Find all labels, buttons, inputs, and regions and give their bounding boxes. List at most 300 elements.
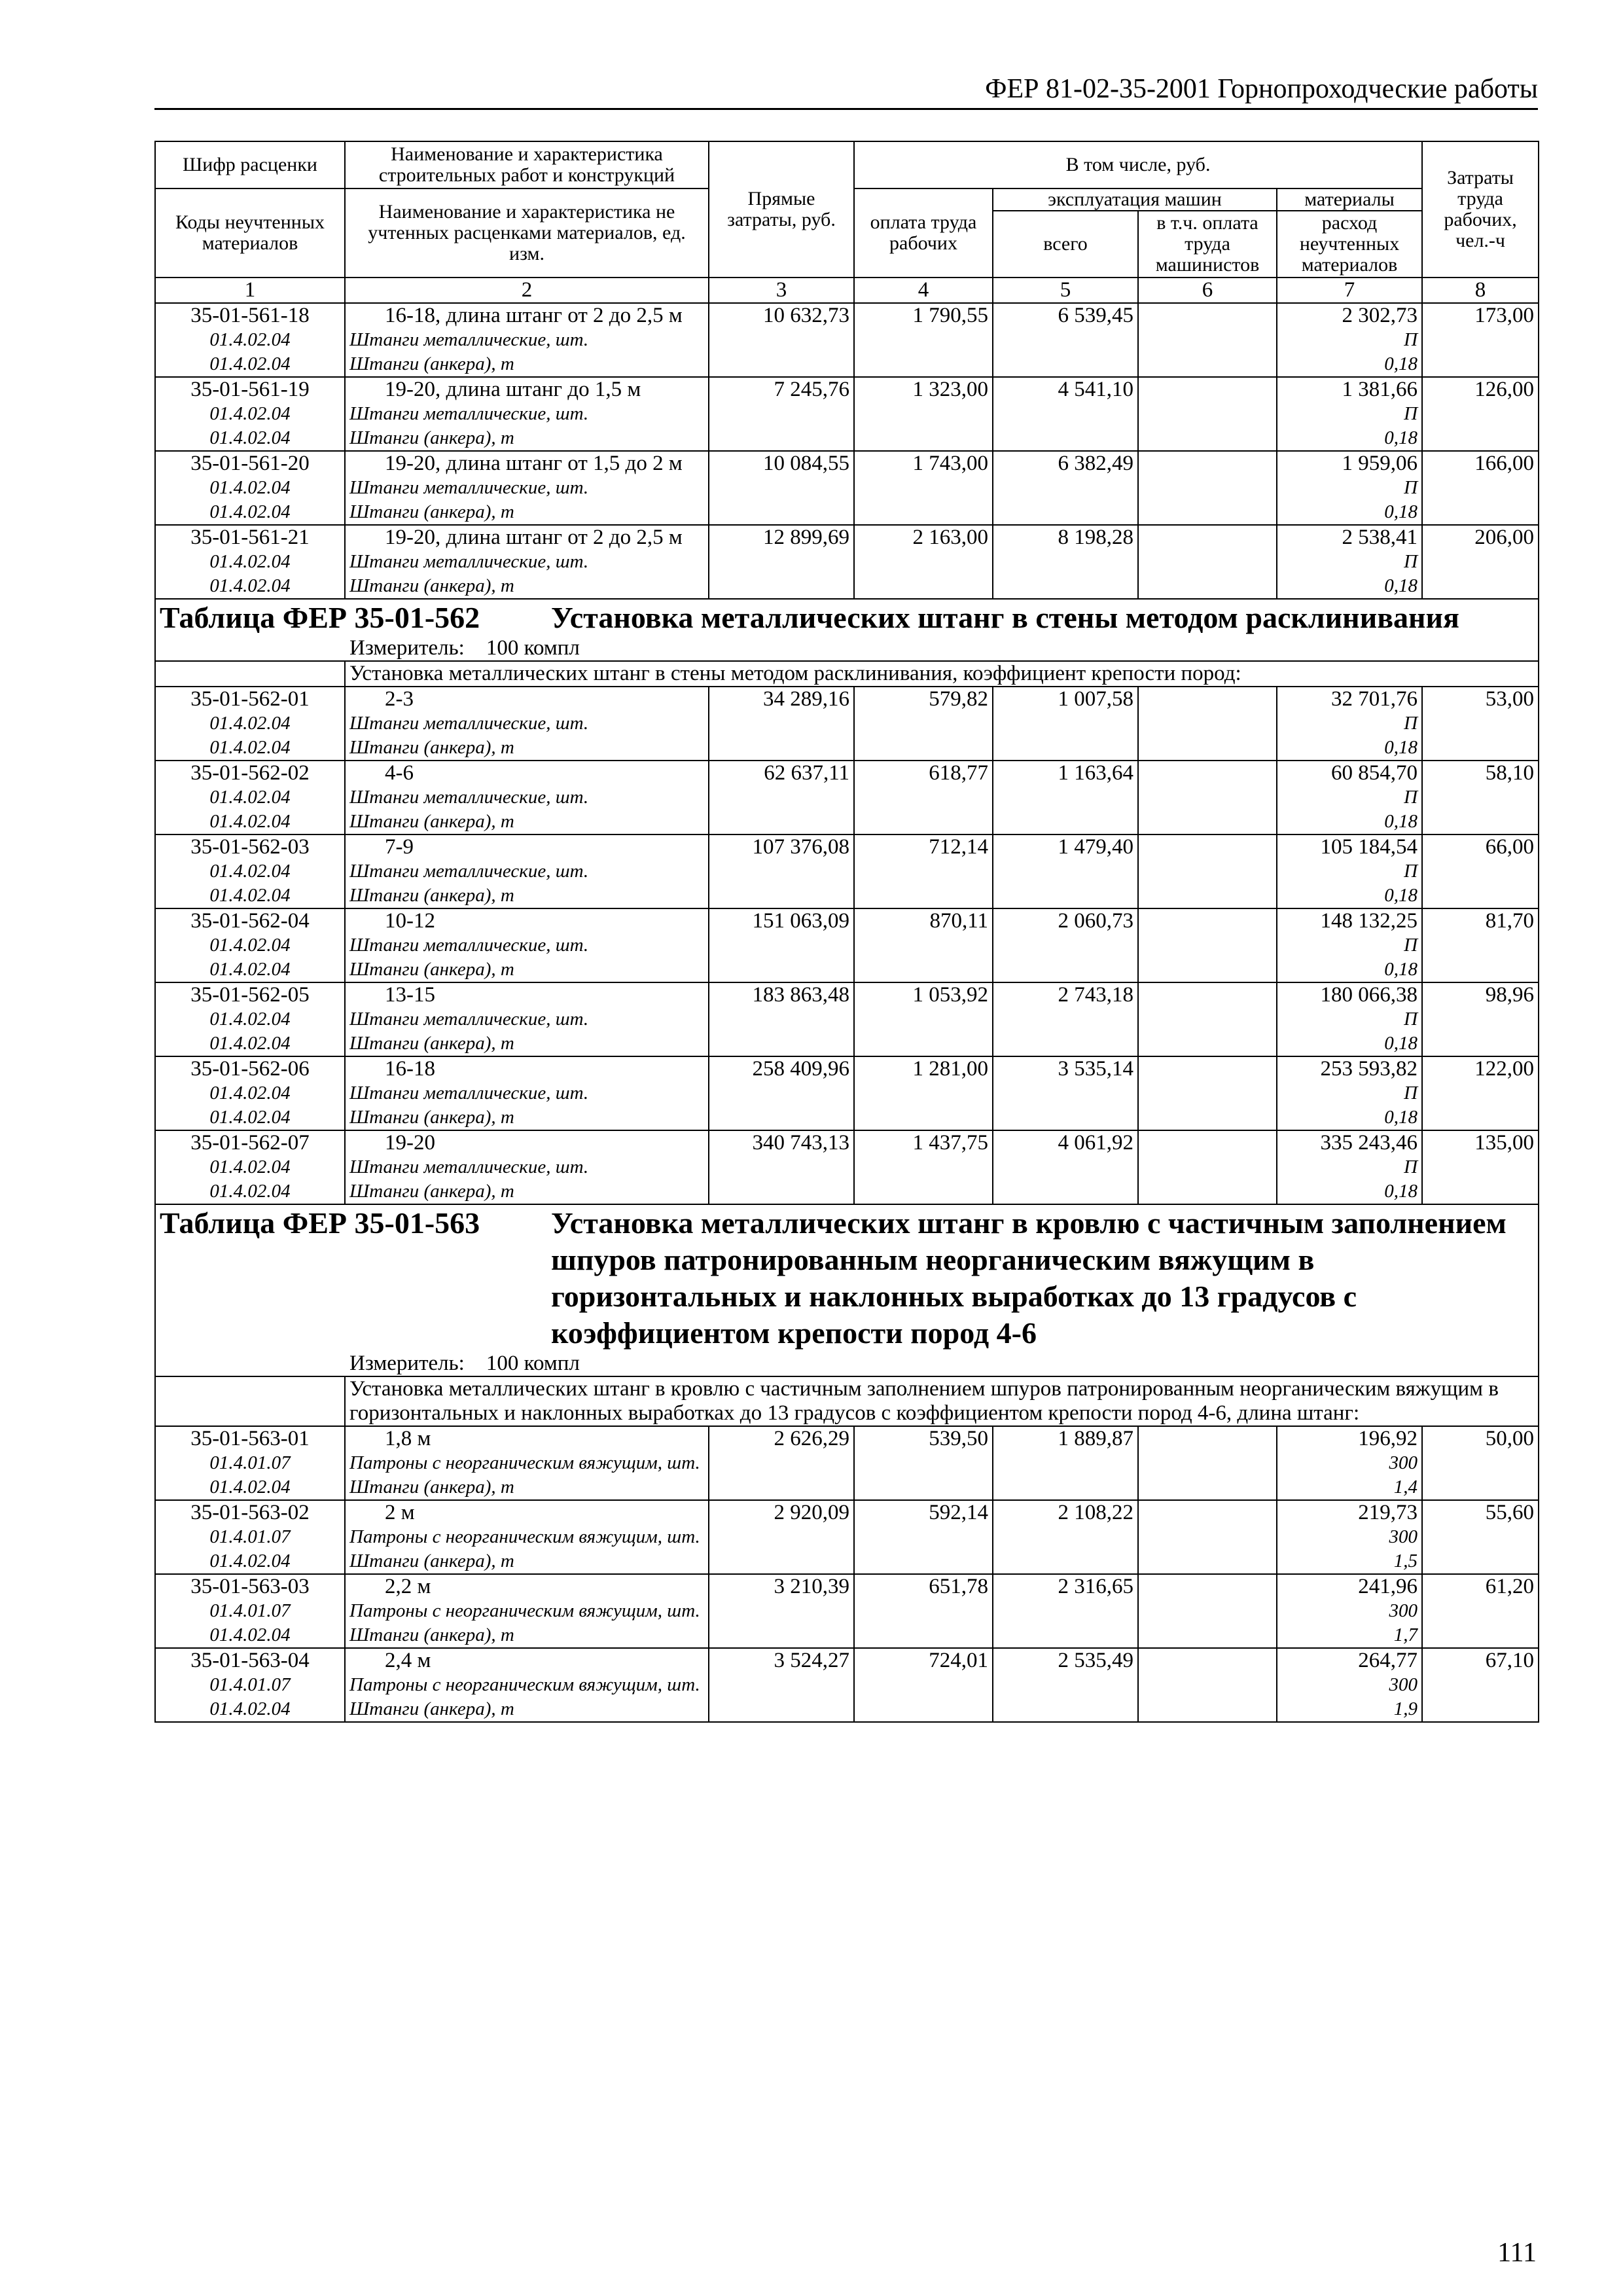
incl-header: В том числе, руб. — [854, 141, 1422, 188]
material-name: Штанги металлические, шт. — [345, 1155, 709, 1179]
material-row — [155, 1451, 1539, 1475]
empty-cell — [993, 736, 1138, 761]
empty-cell — [1138, 500, 1277, 525]
empty-cell — [1138, 958, 1277, 982]
material-qty: 300 — [1277, 1525, 1422, 1549]
empty-cell — [1422, 328, 1539, 352]
material-cost: 148 132,25 — [1277, 908, 1422, 933]
empty-cell — [993, 1155, 1138, 1179]
material-qty: 0,18 — [1277, 958, 1422, 982]
machine-cost: 2 108,22 — [993, 1500, 1138, 1525]
rate-name: 4-6 — [345, 761, 709, 785]
empty-cell — [993, 1179, 1138, 1204]
material-row — [155, 1105, 1539, 1130]
empty-cell — [854, 352, 993, 377]
material-name: Штанги (анкера), т — [345, 810, 709, 834]
machinist-cost — [1138, 834, 1277, 859]
material-code: 01.4.02.04 — [155, 500, 345, 525]
material-code: 01.4.02.04 — [155, 550, 345, 574]
empty-cell — [709, 933, 854, 958]
empty-cell — [993, 574, 1138, 599]
material-name: Патроны с неорганическим вяжущим, шт. — [345, 1599, 709, 1623]
empty-cell — [854, 550, 993, 574]
empty-cell — [993, 711, 1138, 736]
material-cost: 180 066,38 — [1277, 982, 1422, 1007]
rate-row — [155, 1426, 1539, 1451]
col-num: 5 — [993, 278, 1138, 303]
labor-cost: 724,01 — [854, 1648, 993, 1673]
material-code: 01.4.02.04 — [155, 736, 345, 761]
rate-row — [155, 525, 1539, 550]
empty-cell — [1138, 1179, 1277, 1204]
material-qty: 300 — [1277, 1599, 1422, 1623]
empty-cell — [709, 1105, 854, 1130]
material-qty: 300 — [1277, 1451, 1422, 1475]
empty-cell — [1422, 1549, 1539, 1574]
machinist-cost — [1138, 1056, 1277, 1081]
material-code: 01.4.02.04 — [155, 711, 345, 736]
table-title — [155, 1204, 1539, 1376]
empty-cell — [854, 711, 993, 736]
empty-cell — [1422, 736, 1539, 761]
empty-cell — [709, 1031, 854, 1056]
material-qty: П — [1277, 1081, 1422, 1105]
machinist-cost — [1138, 1426, 1277, 1451]
empty-cell — [709, 476, 854, 500]
labor-hours: 50,00 — [1422, 1426, 1539, 1451]
material-code: 01.4.02.04 — [155, 1155, 345, 1179]
col-num: 8 — [1422, 278, 1539, 303]
material-cost: 219,73 — [1277, 1500, 1422, 1525]
material-row — [155, 500, 1539, 525]
material-code: 01.4.01.07 — [155, 1525, 345, 1549]
machine-cost: 6 382,49 — [993, 451, 1138, 476]
empty-cell — [993, 810, 1138, 834]
machinist-cost — [1138, 982, 1277, 1007]
rate-row — [155, 451, 1539, 476]
material-cost: 1 381,66 — [1277, 377, 1422, 402]
material-row — [155, 402, 1539, 426]
material-row — [155, 958, 1539, 982]
material-name: Штанги (анкера), т — [345, 1475, 709, 1500]
empty-cell — [854, 736, 993, 761]
direct-cost: 62 637,11 — [709, 761, 854, 785]
material-code: 01.4.02.04 — [155, 1007, 345, 1031]
rate-code: 35-01-561-20 — [155, 451, 345, 476]
col-num: 4 — [854, 278, 993, 303]
material-row — [155, 426, 1539, 451]
col-num: 3 — [709, 278, 854, 303]
material-name: Штанги (анкера), т — [345, 1105, 709, 1130]
empty-cell — [993, 1623, 1138, 1648]
empty-cell — [1138, 426, 1277, 451]
empty-cell — [709, 1599, 854, 1623]
labor-cost: 1 437,75 — [854, 1130, 993, 1155]
empty-cell — [709, 736, 854, 761]
rate-row — [155, 834, 1539, 859]
material-row — [155, 736, 1539, 761]
empty-cell — [709, 352, 854, 377]
material-code: 01.4.02.04 — [155, 884, 345, 908]
header-rule — [154, 108, 1538, 110]
empty-cell — [854, 1451, 993, 1475]
material-qty: 0,18 — [1277, 1105, 1422, 1130]
labor-hours: 67,10 — [1422, 1648, 1539, 1673]
labor-hours: 135,00 — [1422, 1130, 1539, 1155]
empty-cell — [1422, 426, 1539, 451]
empty-cell — [709, 1673, 854, 1697]
empty-cell — [993, 1525, 1138, 1549]
measure-line — [160, 636, 1534, 660]
rate-name: 10-12 — [345, 908, 709, 933]
material-code: 01.4.02.04 — [155, 1475, 345, 1500]
material-row — [155, 1599, 1539, 1623]
material-name: Штанги металлические, шт. — [345, 859, 709, 884]
material-code: 01.4.02.04 — [155, 426, 345, 451]
material-code: 01.4.02.04 — [155, 933, 345, 958]
empty-cell — [1422, 1623, 1539, 1648]
material-code: 01.4.02.04 — [155, 1549, 345, 1574]
empty-cell — [854, 402, 993, 426]
material-name: Штанги (анкера), т — [345, 1697, 709, 1722]
empty-cell — [993, 1475, 1138, 1500]
column-numbers-row — [155, 278, 1539, 303]
measure-value: 100 компл — [486, 636, 580, 660]
col1-bottom-header: Коды неучтенных материалов — [155, 188, 345, 278]
labor-hours: 122,00 — [1422, 1056, 1539, 1081]
empty-cell — [1138, 933, 1277, 958]
rate-name: 19-20, длина штанг от 1,5 до 2 м — [345, 451, 709, 476]
material-row — [155, 1549, 1539, 1574]
col8-header: Затраты труда рабочих, чел.-ч — [1422, 141, 1539, 278]
empty-cell — [1138, 1673, 1277, 1697]
measure-label: Измеритель: — [349, 636, 465, 660]
empty-cell — [993, 1031, 1138, 1056]
material-row — [155, 328, 1539, 352]
labor-hours: 66,00 — [1422, 834, 1539, 859]
empty-cell — [1138, 550, 1277, 574]
machinist-cost — [1138, 908, 1277, 933]
empty-cell — [854, 1525, 993, 1549]
material-row — [155, 1007, 1539, 1031]
empty-cell — [854, 1697, 993, 1722]
material-code: 01.4.02.04 — [155, 476, 345, 500]
material-cost: 2 302,73 — [1277, 303, 1422, 328]
rate-code: 35-01-562-04 — [155, 908, 345, 933]
material-code: 01.4.01.07 — [155, 1673, 345, 1697]
material-code: 01.4.02.04 — [155, 859, 345, 884]
machine-cost: 1 163,64 — [993, 761, 1138, 785]
material-row — [155, 1081, 1539, 1105]
rate-row — [155, 1574, 1539, 1599]
labor-cost: 1 790,55 — [854, 303, 993, 328]
empty-cell — [709, 958, 854, 982]
empty-cell — [1422, 1451, 1539, 1475]
direct-cost: 107 376,08 — [709, 834, 854, 859]
material-qty: П — [1277, 785, 1422, 810]
empty-cell — [854, 1155, 993, 1179]
labor-cost: 579,82 — [854, 687, 993, 711]
direct-cost: 3 210,39 — [709, 1574, 854, 1599]
rate-row — [155, 1648, 1539, 1673]
table-heading: Установка металлических штанг в стены методом расклинивания — [551, 601, 1459, 634]
empty-cell — [854, 1081, 993, 1105]
empty-cell — [1138, 736, 1277, 761]
empty-cell — [854, 884, 993, 908]
material-code: 01.4.02.04 — [155, 810, 345, 834]
empty-cell — [1422, 550, 1539, 574]
machine-cost: 4 061,92 — [993, 1130, 1138, 1155]
machine-cost: 2 060,73 — [993, 908, 1138, 933]
direct-cost: 151 063,09 — [709, 908, 854, 933]
empty-cell — [1422, 1475, 1539, 1500]
table-number: Таблица ФЕР 35-01-563 — [160, 1206, 480, 1240]
direct-cost: 10 084,55 — [709, 451, 854, 476]
rate-row — [155, 1500, 1539, 1525]
machine-cost: 2 316,65 — [993, 1574, 1138, 1599]
rate-row — [155, 761, 1539, 785]
empty-cell — [1138, 884, 1277, 908]
empty-cell — [993, 1599, 1138, 1623]
rate-name: 19-20, длина штанг до 1,5 м — [345, 377, 709, 402]
measure-value: 100 компл — [486, 1352, 580, 1375]
machinist-cost — [1138, 303, 1277, 328]
machine-cost: 1 007,58 — [993, 687, 1138, 711]
empty-cell — [993, 933, 1138, 958]
empty-cell — [709, 711, 854, 736]
empty-cell — [993, 1549, 1138, 1574]
material-qty: П — [1277, 1007, 1422, 1031]
empty-cell — [854, 476, 993, 500]
material-cost: 60 854,70 — [1277, 761, 1422, 785]
rate-row — [155, 1056, 1539, 1081]
empty-cell — [709, 1081, 854, 1105]
machinist-cost — [1138, 377, 1277, 402]
table-number: Таблица ФЕР 35-01-562 — [160, 601, 480, 634]
material-qty: П — [1277, 711, 1422, 736]
material-name: Патроны с неорганическим вяжущим, шт. — [345, 1673, 709, 1697]
material-qty: П — [1277, 859, 1422, 884]
machinist-cost — [1138, 687, 1277, 711]
machinist-cost — [1138, 761, 1277, 785]
direct-cost: 2 920,09 — [709, 1500, 854, 1525]
empty-cell — [993, 328, 1138, 352]
material-row — [155, 711, 1539, 736]
labor-hours: 126,00 — [1422, 377, 1539, 402]
machines-header: эксплуатация машин — [993, 188, 1277, 211]
material-name: Штанги (анкера), т — [345, 426, 709, 451]
empty-cell — [1422, 1179, 1539, 1204]
table-heading: Установка металлических штанг в кровлю с частичным заполнением шпуров патронированным неорганическим вяжущим в горизонтальных и наклонных выработках до 13 градусов с коэффициентом крепости пород 4-6 — [551, 1206, 1507, 1350]
material-name: Штанги (анкера), т — [345, 958, 709, 982]
material-cost: 264,77 — [1277, 1648, 1422, 1673]
material-row — [155, 933, 1539, 958]
empty-cell — [1422, 476, 1539, 500]
labor-hours: 55,60 — [1422, 1500, 1539, 1525]
measure-label: Измеритель: — [349, 1352, 465, 1375]
machine-cost: 3 535,14 — [993, 1056, 1138, 1081]
empty-cell — [709, 1007, 854, 1031]
empty-cell — [1422, 1599, 1539, 1623]
empty-cell — [854, 1623, 993, 1648]
empty-cell — [854, 328, 993, 352]
empty-cell — [993, 884, 1138, 908]
labor-cost: 592,14 — [854, 1500, 993, 1525]
material-code: 01.4.02.04 — [155, 785, 345, 810]
rate-row — [155, 303, 1539, 328]
rate-name: 2,4 м — [345, 1648, 709, 1673]
material-cost: 241,96 — [1277, 1574, 1422, 1599]
empty-cell — [1138, 1105, 1277, 1130]
material-cost: 1 959,06 — [1277, 451, 1422, 476]
empty-cell — [1138, 328, 1277, 352]
col-num: 2 — [345, 278, 709, 303]
empty-cell — [854, 1475, 993, 1500]
rate-code: 35-01-563-03 — [155, 1574, 345, 1599]
material-code: 01.4.02.04 — [155, 402, 345, 426]
material-code: 01.4.01.07 — [155, 1451, 345, 1475]
material-row — [155, 1525, 1539, 1549]
empty-cell — [1138, 711, 1277, 736]
material-qty: 1,7 — [1277, 1623, 1422, 1648]
empty-cell — [993, 958, 1138, 982]
empty-cell — [1138, 1549, 1277, 1574]
empty-cell — [1422, 785, 1539, 810]
empty-cell — [1422, 1697, 1539, 1722]
rate-code: 35-01-562-02 — [155, 761, 345, 785]
empty-cell — [854, 1007, 993, 1031]
rate-code: 35-01-562-03 — [155, 834, 345, 859]
material-qty: 1,9 — [1277, 1697, 1422, 1722]
rate-code: 35-01-563-01 — [155, 1426, 345, 1451]
material-qty: П — [1277, 402, 1422, 426]
empty-cell — [709, 810, 854, 834]
machinist-cost — [1138, 451, 1277, 476]
col3-header: Прямые затраты, руб. — [709, 141, 854, 278]
material-qty: 0,18 — [1277, 736, 1422, 761]
material-row — [155, 1673, 1539, 1697]
material-qty: 0,18 — [1277, 810, 1422, 834]
empty-cell — [1138, 352, 1277, 377]
material-name: Штанги металлические, шт. — [345, 933, 709, 958]
empty-cell — [1138, 402, 1277, 426]
rate-code: 35-01-563-02 — [155, 1500, 345, 1525]
empty-cell — [709, 426, 854, 451]
empty-cell — [709, 1697, 854, 1722]
empty-cell — [1138, 1623, 1277, 1648]
col2-bottom-header: Наименование и характеристика не учтенных расценками материалов, ед. изм. — [345, 188, 709, 278]
labor-cost: 1 281,00 — [854, 1056, 993, 1081]
machine-cost: 1 889,87 — [993, 1426, 1138, 1451]
labor-hours: 206,00 — [1422, 525, 1539, 550]
empty-cell — [854, 1179, 993, 1204]
empty-cell — [854, 1031, 993, 1056]
material-code: 01.4.02.04 — [155, 1623, 345, 1648]
material-code: 01.4.02.04 — [155, 352, 345, 377]
rate-row — [155, 687, 1539, 711]
empty-cell — [854, 1599, 993, 1623]
material-qty: 0,18 — [1277, 884, 1422, 908]
col4-header: оплата труда рабочих — [854, 188, 993, 278]
labor-cost: 651,78 — [854, 1574, 993, 1599]
material-name: Штанги (анкера), т — [345, 574, 709, 599]
material-name: Штанги (анкера), т — [345, 1179, 709, 1204]
material-row — [155, 1623, 1539, 1648]
material-name: Штанги (анкера), т — [345, 1031, 709, 1056]
empty-cell — [1422, 1155, 1539, 1179]
empty-cell — [1138, 810, 1277, 834]
empty-cell — [854, 1673, 993, 1697]
empty-cell — [1138, 476, 1277, 500]
material-row — [155, 1179, 1539, 1204]
material-code: 01.4.02.04 — [155, 1031, 345, 1056]
col6-header: в т.ч. оплата труда машинистов — [1138, 211, 1277, 278]
machine-cost: 6 539,45 — [993, 303, 1138, 328]
rate-name: 19-20, длина штанг от 2 до 2,5 м — [345, 525, 709, 550]
empty-cell — [709, 500, 854, 525]
rate-name: 13-15 — [345, 982, 709, 1007]
material-row — [155, 550, 1539, 574]
labor-cost: 1 743,00 — [854, 451, 993, 476]
labor-hours: 81,70 — [1422, 908, 1539, 933]
labor-cost: 712,14 — [854, 834, 993, 859]
empty-cell — [1138, 1007, 1277, 1031]
material-name: Штанги металлические, шт. — [345, 328, 709, 352]
direct-cost: 340 743,13 — [709, 1130, 854, 1155]
rate-name: 2,2 м — [345, 1574, 709, 1599]
empty-cell — [993, 402, 1138, 426]
empty-cell — [1138, 1599, 1277, 1623]
empty-cell — [993, 426, 1138, 451]
empty-cell — [1422, 1105, 1539, 1130]
material-cost: 2 538,41 — [1277, 525, 1422, 550]
material-cost: 335 243,46 — [1277, 1130, 1422, 1155]
empty-cell — [1138, 1155, 1277, 1179]
col-num: 6 — [1138, 278, 1277, 303]
machine-cost: 2 535,49 — [993, 1648, 1138, 1673]
labor-hours: 173,00 — [1422, 303, 1539, 328]
material-name: Штанги металлические, шт. — [345, 711, 709, 736]
material-name: Штанги металлические, шт. — [345, 1081, 709, 1105]
material-row — [155, 785, 1539, 810]
rate-code: 35-01-561-19 — [155, 377, 345, 402]
material-code: 01.4.02.04 — [155, 574, 345, 599]
labor-hours: 61,20 — [1422, 1574, 1539, 1599]
material-row — [155, 1031, 1539, 1056]
material-code: 01.4.02.04 — [155, 1179, 345, 1204]
col-num: 1 — [155, 278, 345, 303]
machinist-cost — [1138, 1574, 1277, 1599]
rate-code: 35-01-563-04 — [155, 1648, 345, 1673]
material-row — [155, 352, 1539, 377]
empty-cell — [993, 352, 1138, 377]
material-code: 01.4.02.04 — [155, 328, 345, 352]
direct-cost: 34 289,16 — [709, 687, 854, 711]
empty-cell — [1422, 352, 1539, 377]
empty-cell — [1422, 1673, 1539, 1697]
material-row — [155, 859, 1539, 884]
empty-cell — [155, 1376, 345, 1426]
empty-cell — [993, 1673, 1138, 1697]
empty-cell — [993, 1007, 1138, 1031]
material-name: Штанги металлические, шт. — [345, 402, 709, 426]
empty-cell — [1422, 933, 1539, 958]
material-qty: 0,18 — [1277, 1031, 1422, 1056]
empty-cell — [854, 859, 993, 884]
empty-cell — [854, 1105, 993, 1130]
empty-cell — [993, 550, 1138, 574]
empty-cell — [854, 426, 993, 451]
